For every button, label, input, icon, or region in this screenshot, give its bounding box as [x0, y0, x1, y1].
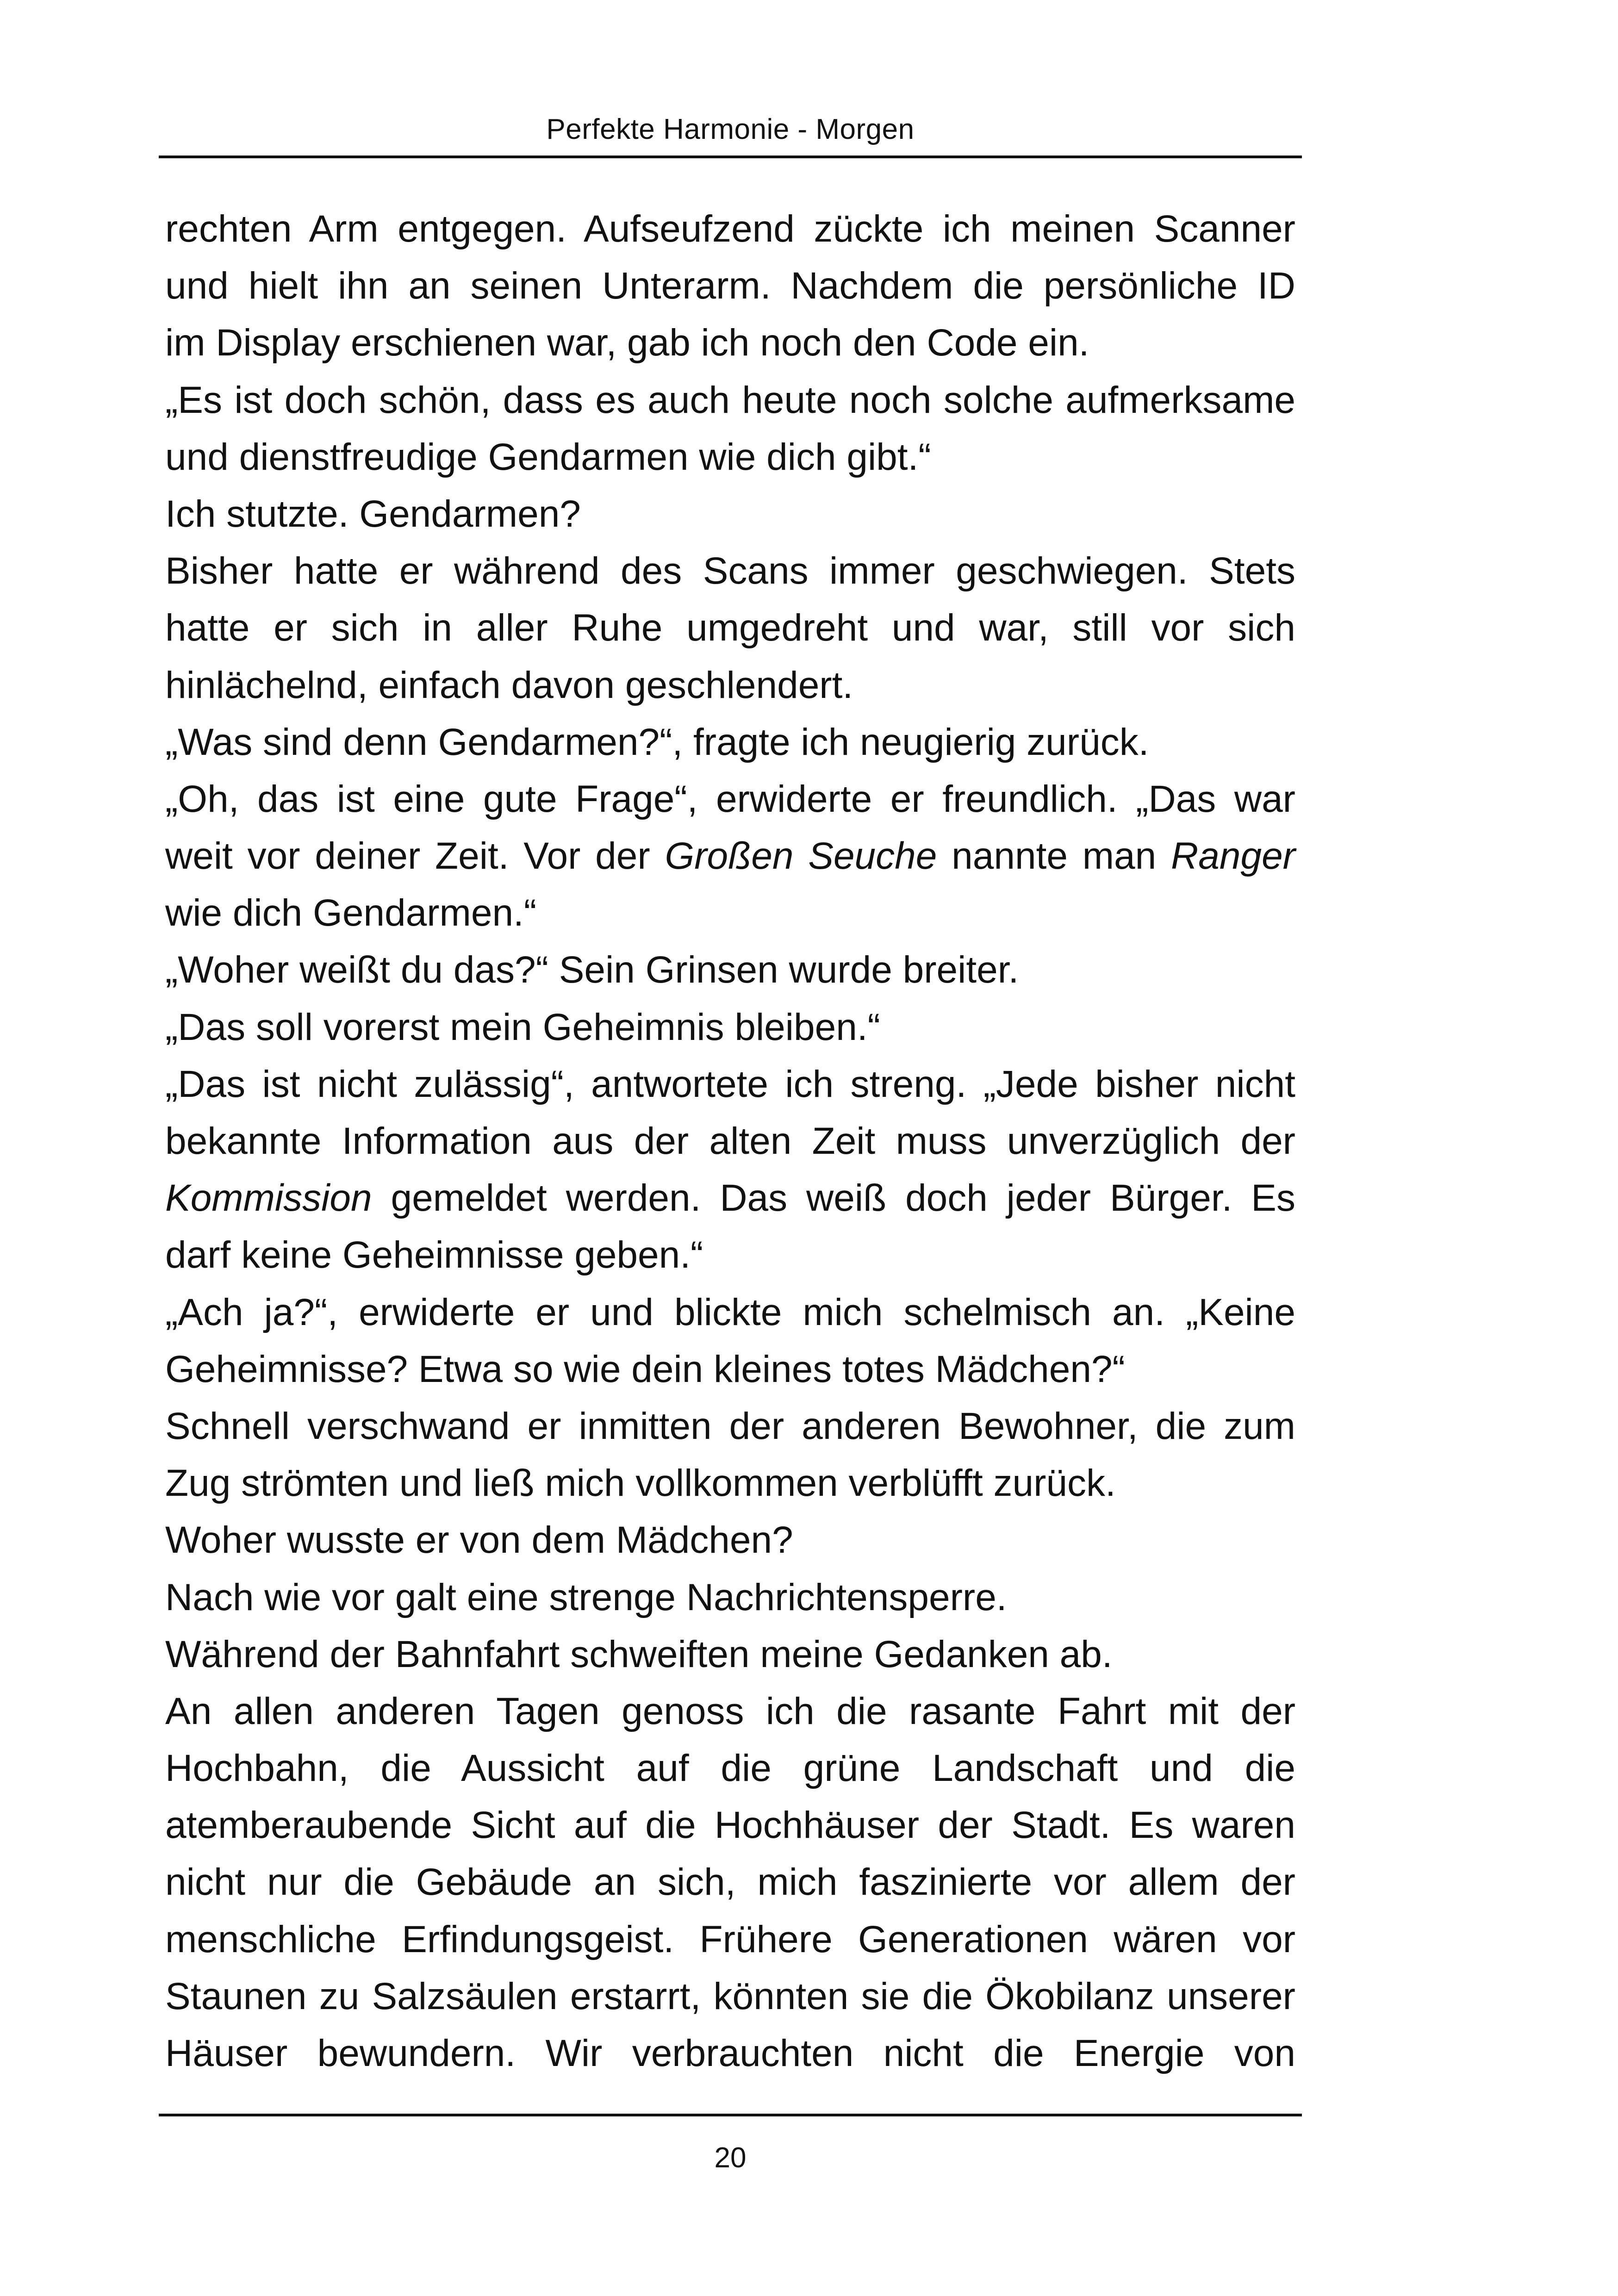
text-line: bekannte Information aus der alten Zeit muss unverzüglich der	[165, 1120, 1295, 1162]
text-line: Woher wusste er von dem Mädchen?	[165, 1519, 793, 1562]
text-line: hatte er sich in aller Ruhe umgedreht und war, still vor sich	[165, 607, 1295, 649]
text-line: Zug strömten und ließ mich vollkommen verblüfft zurück.	[165, 1462, 1116, 1505]
text-line: „Das soll vorerst mein Geheimnis bleiben.“	[165, 1006, 880, 1048]
text-line: Hochbahn, die Aussicht auf die grüne Landschaft und die	[165, 1747, 1295, 1790]
text-line: „Das ist nicht zulässig“, antwortete ich streng. „Jede bisher nicht	[165, 1063, 1295, 1105]
text-line: rechten Arm entgegen. Aufseufzend zückte ich meinen Scanner	[165, 208, 1295, 250]
body-text	[165, 200, 1295, 2082]
text-line: „Oh, das ist eine gute Frage“, erwiderte er freundlich. „Das war	[165, 778, 1295, 820]
text-line: und hielt ihn an seinen Unterarm. Nachdem die persönliche ID	[165, 265, 1295, 307]
text-line: menschliche Erfindungsgeist. Frühere Generationen wären vor	[165, 1918, 1295, 1960]
text-run: gemeldet werden. Das weiß doch jeder Bürger. Es	[372, 1177, 1295, 1220]
text-line: darf keine Geheimnisse geben.“	[165, 1234, 703, 1276]
text-line: Ich stutzte. Gendarmen?	[165, 492, 581, 535]
text-line: „Ach ja?“, erwiderte er und blickte mich schelmisch an. „Keine	[165, 1291, 1295, 1333]
text-line	[165, 828, 1295, 884]
text-line: Nach wie vor galt eine strenge Nachrichtensperre.	[165, 1576, 1007, 1618]
text-line: nicht nur die Gebäude an sich, mich faszinierte vor allem der	[165, 1861, 1295, 1904]
text-line: Schnell verschwand er inmitten der anderen Bewohner, die zum	[165, 1405, 1295, 1447]
text-line: und dienstfreudige Gendarmen wie dich gibt.“	[165, 436, 931, 478]
text-run: weit vor deiner Zeit. Vor der	[165, 835, 665, 877]
footer-divider	[159, 2114, 1302, 2116]
text-line: wie dich Gendarmen.“	[165, 892, 537, 934]
text-run: nannte man	[937, 835, 1171, 877]
text-line: „Was sind denn Gendarmen?“, fragte ich neugierig zurück.	[165, 721, 1149, 763]
text-line: Geheimnisse? Etwa so wie dein kleines totes Mädchen?“	[165, 1348, 1125, 1390]
italic-term: Ranger	[1171, 835, 1295, 877]
text-line: Häuser bewundern. Wir verbrauchten nicht die Energie von	[165, 2032, 1295, 2074]
italic-term: Großen Seuche	[665, 835, 937, 877]
page-number: 20	[714, 2142, 747, 2174]
text-line: Während der Bahnfahrt schweiften meine Gedanken ab.	[165, 1633, 1113, 1675]
text-line: Staunen zu Salzsäulen erstarrt, könnten sie die Ökobilanz unserer	[165, 1975, 1295, 2017]
italic-term: Kommission	[165, 1177, 372, 1220]
text-line: Bisher hatte er während des Scans immer geschwiegen. Stets	[165, 550, 1295, 592]
text-line: An allen anderen Tagen genoss ich die rasante Fahrt mit der	[165, 1690, 1295, 1732]
text-line: „Es ist doch schön, dass es auch heute noch solche aufmerksame	[165, 379, 1295, 421]
text-line: „Woher weißt du das?“ Sein Grinsen wurde breiter.	[165, 949, 1019, 991]
header-divider	[159, 156, 1302, 158]
text-line: im Display erschienen war, gab ich noch den Code ein.	[165, 322, 1089, 364]
text-line: atemberaubende Sicht auf die Hochhäuser der Stadt. Es waren	[165, 1804, 1295, 1847]
text-line: hinlächelnd, einfach davon geschlendert.	[165, 664, 853, 706]
text-line	[165, 1170, 1295, 1226]
running-header: Perfekte Harmonie - Morgen	[546, 113, 915, 145]
